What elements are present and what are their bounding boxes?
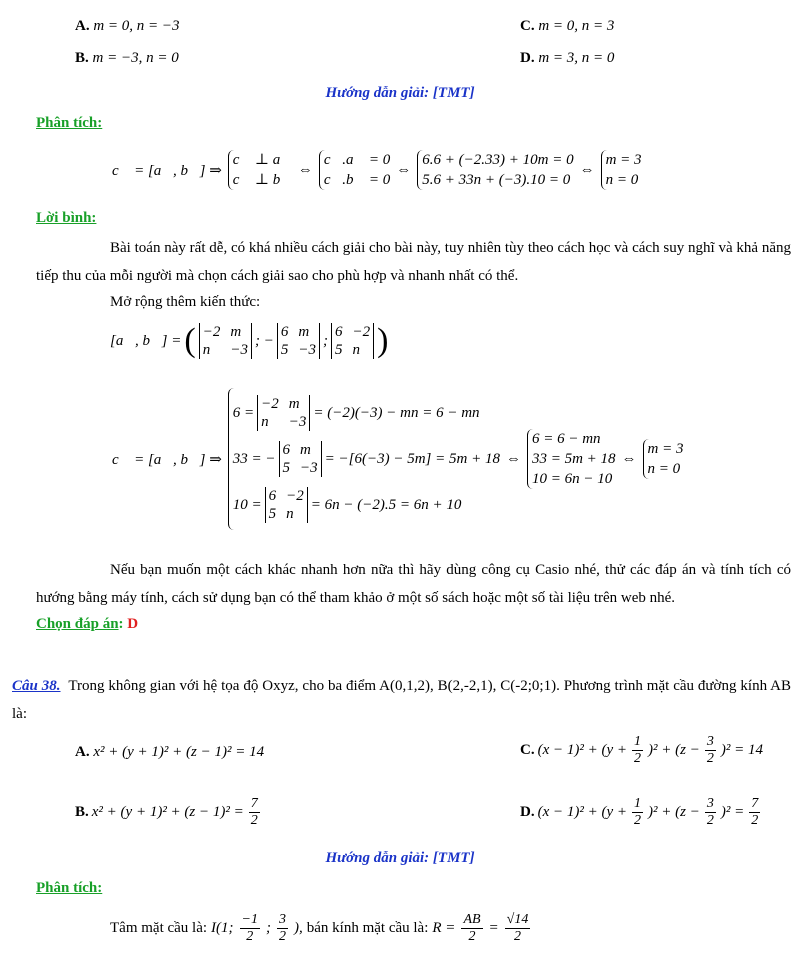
answer-line bbox=[36, 616, 138, 633]
option-text: m = 0, n = −3 bbox=[93, 18, 180, 34]
option-text: m = 3, n = 0 bbox=[538, 50, 615, 66]
fraction: $\frac{1}{2}$ bbox=[634, 734, 642, 766]
fraction: $\frac{1}{2}$ bbox=[634, 796, 642, 828]
answer-value: D bbox=[127, 616, 139, 632]
equiv-symbol: ⇔ bbox=[505, 450, 521, 467]
equiv-symbol: ⇔ bbox=[396, 161, 412, 178]
cross-product-formula bbox=[110, 322, 388, 360]
big-system-formula bbox=[112, 388, 684, 530]
equiv-symbol: ⇔ bbox=[621, 450, 637, 467]
q37-option-d bbox=[520, 50, 614, 67]
system-perpendicular bbox=[228, 150, 292, 190]
center-post: ), bbox=[294, 920, 303, 936]
guide-heading-2: Hướng dẫn giải: [TMT] bbox=[325, 850, 475, 866]
system-row: n = 0 bbox=[605, 172, 639, 188]
fraction: $\frac{3}{2}$ bbox=[706, 734, 714, 766]
option-text: (x − 1)² + (y + bbox=[537, 804, 628, 820]
system-row: m = 3 bbox=[647, 441, 684, 457]
option-label: C. bbox=[520, 18, 535, 34]
fraction: $\frac{7}{2}$ bbox=[250, 796, 258, 828]
separator: ; bbox=[322, 332, 328, 349]
fraction: $\frac{3}{2}$ bbox=[706, 796, 714, 828]
option-text: m = −3, n = 0 bbox=[92, 50, 179, 66]
equiv-symbol: ⇔ bbox=[297, 161, 313, 178]
q37-option-a bbox=[75, 18, 180, 35]
equals: = bbox=[488, 920, 499, 936]
option-text: x² + (y + 1)² + (z − 1)² = 14 bbox=[93, 744, 265, 760]
comment-paragraph-2: Nếu bạn muốn một cách khác nhanh hơn nữa thì hãy dùng công cụ Casio nhé, thử các đáp án và tính tích có hướng bằng máy tính, cách sử dụng bạn có thể tham khảo ở một số sách hoặc một số tài liệu trên web nhé. bbox=[36, 562, 791, 606]
question-text: Trong không gian với hệ tọa độ Oxyz, cho ba điểm A(0,1,2), B(2,-2,1), C(-2;0;1). Phương trình mặt cầu đường kính AB là: bbox=[12, 678, 791, 722]
system-row: 6 = −2 m n −3 = (−2)(−3) − mn = 6 − mn bbox=[232, 396, 480, 430]
option-label: D. bbox=[520, 804, 535, 820]
system-row: 6.6 + (−2.33) + 10m = 0 bbox=[422, 152, 574, 168]
q37-option-b bbox=[75, 50, 179, 67]
fraction: $\frac{AB}{2}$ bbox=[463, 912, 481, 944]
option-text: )² + (z − bbox=[648, 742, 700, 758]
system-row: c⃗ ⊥ a⃗ bbox=[232, 152, 292, 168]
answer-label: Chọn đáp án bbox=[36, 616, 119, 632]
separator: ; − bbox=[254, 332, 274, 349]
determinant: −2 m n −3 bbox=[199, 323, 252, 359]
option-label: C. bbox=[520, 742, 535, 758]
option-text: )² = 14 bbox=[720, 742, 763, 758]
option-label: B. bbox=[75, 50, 89, 66]
radius-text: bán kính mặt cầu là: bbox=[306, 920, 429, 936]
system-row: 33 = 5m + 18 bbox=[531, 451, 616, 467]
q38-stem bbox=[12, 672, 791, 728]
formula-lhs: c⃗ = [a⃗, b⃗] ⇒ bbox=[112, 451, 222, 468]
option-text: )² + (z − bbox=[648, 804, 700, 820]
analysis-label: Phân tích: bbox=[36, 115, 103, 131]
fraction: $\frac{3}{2}$ bbox=[279, 912, 286, 944]
q37-option-c bbox=[520, 18, 614, 35]
system-row: 10 = 6n − 10 bbox=[531, 471, 613, 487]
formula-lhs: c⃗ = [a⃗, b⃗] ⇒ bbox=[112, 162, 222, 179]
comment-label: Lời bình: bbox=[36, 210, 97, 226]
equiv-symbol: ⇔ bbox=[579, 161, 595, 178]
analysis-label-2: Phân tích: bbox=[36, 880, 103, 896]
guide-heading: Hướng dẫn giải: [TMT] bbox=[325, 85, 475, 101]
paren-right: ) bbox=[377, 322, 389, 359]
system-row: m = 3 bbox=[605, 152, 642, 168]
system-row: c⃗.a⃗ = 0 bbox=[323, 152, 391, 168]
system-numeric bbox=[417, 150, 573, 190]
fraction: $\frac{√14}{2}$ bbox=[506, 912, 529, 944]
comment-paragraph: Bài toán này rất dễ, có khá nhiều cách giải cho bài này, tuy nhiên tùy theo cách học và cách suy nghĩ và khả năng tiếp thu của mỗi người mà chọn cách giải sao cho phù hợp và nhanh nhất có thể. bbox=[36, 240, 791, 284]
system-row: c⃗.b⃗ = 0 bbox=[323, 172, 391, 188]
system-row: 10 = 6 −2 5 n = 6n − (−2).5 = 6n + 10 bbox=[232, 488, 462, 522]
center-text: Tâm mặt cầu là: bbox=[110, 920, 208, 936]
option-label: A. bbox=[75, 18, 90, 34]
determinant: 6 −2 5 n bbox=[331, 323, 374, 359]
fraction: $\frac{7}{2}$ bbox=[751, 796, 759, 828]
option-text: x² + (y + 1)² + (z − 1)² = bbox=[91, 804, 244, 820]
option-label: D. bbox=[520, 50, 535, 66]
separator: ; bbox=[266, 920, 271, 936]
system-equations bbox=[527, 429, 616, 489]
sphere-center-radius bbox=[110, 912, 532, 945]
determinant: 6 m 5 −3 bbox=[277, 323, 320, 359]
q38-option-d bbox=[520, 796, 762, 829]
option-text: (x − 1)² + (y + bbox=[537, 742, 628, 758]
q38-option-b bbox=[75, 796, 262, 829]
option-text: )² = bbox=[720, 804, 745, 820]
system-row: 6 = 6 − mn bbox=[531, 431, 601, 447]
question-number: Câu 38. bbox=[12, 678, 61, 694]
option-text: m = 0, n = 3 bbox=[538, 18, 615, 34]
system-result bbox=[601, 150, 642, 190]
determinant-system bbox=[228, 388, 500, 530]
radius-pre: R = bbox=[432, 920, 456, 936]
fraction: $\frac{-1}{2}$ bbox=[241, 912, 258, 944]
system-row: 33 = − 6 m 5 −3 = −[6(−3) − 5m] = 5m + 18 bbox=[232, 442, 500, 476]
q38-option-a bbox=[75, 744, 264, 761]
system-row: c⃗ ⊥ b⃗ bbox=[232, 172, 292, 188]
paren-left: ( bbox=[184, 322, 196, 359]
answer-colon: : bbox=[118, 616, 124, 632]
formula-lhs: [a⃗, b⃗] = bbox=[110, 332, 182, 349]
system-dot bbox=[319, 150, 390, 190]
system-row: 5.6 + 33n + (−3).10 = 0 bbox=[422, 172, 571, 188]
system-result bbox=[643, 439, 684, 479]
option-label: B. bbox=[75, 804, 89, 820]
expand-text: Mở rộng thêm kiến thức: bbox=[110, 294, 261, 310]
system-row: n = 0 bbox=[647, 461, 681, 477]
q38-option-c bbox=[520, 734, 763, 767]
option-label: A. bbox=[75, 744, 90, 760]
center-pre: I(1; bbox=[211, 920, 234, 936]
analysis-formula bbox=[112, 150, 642, 190]
